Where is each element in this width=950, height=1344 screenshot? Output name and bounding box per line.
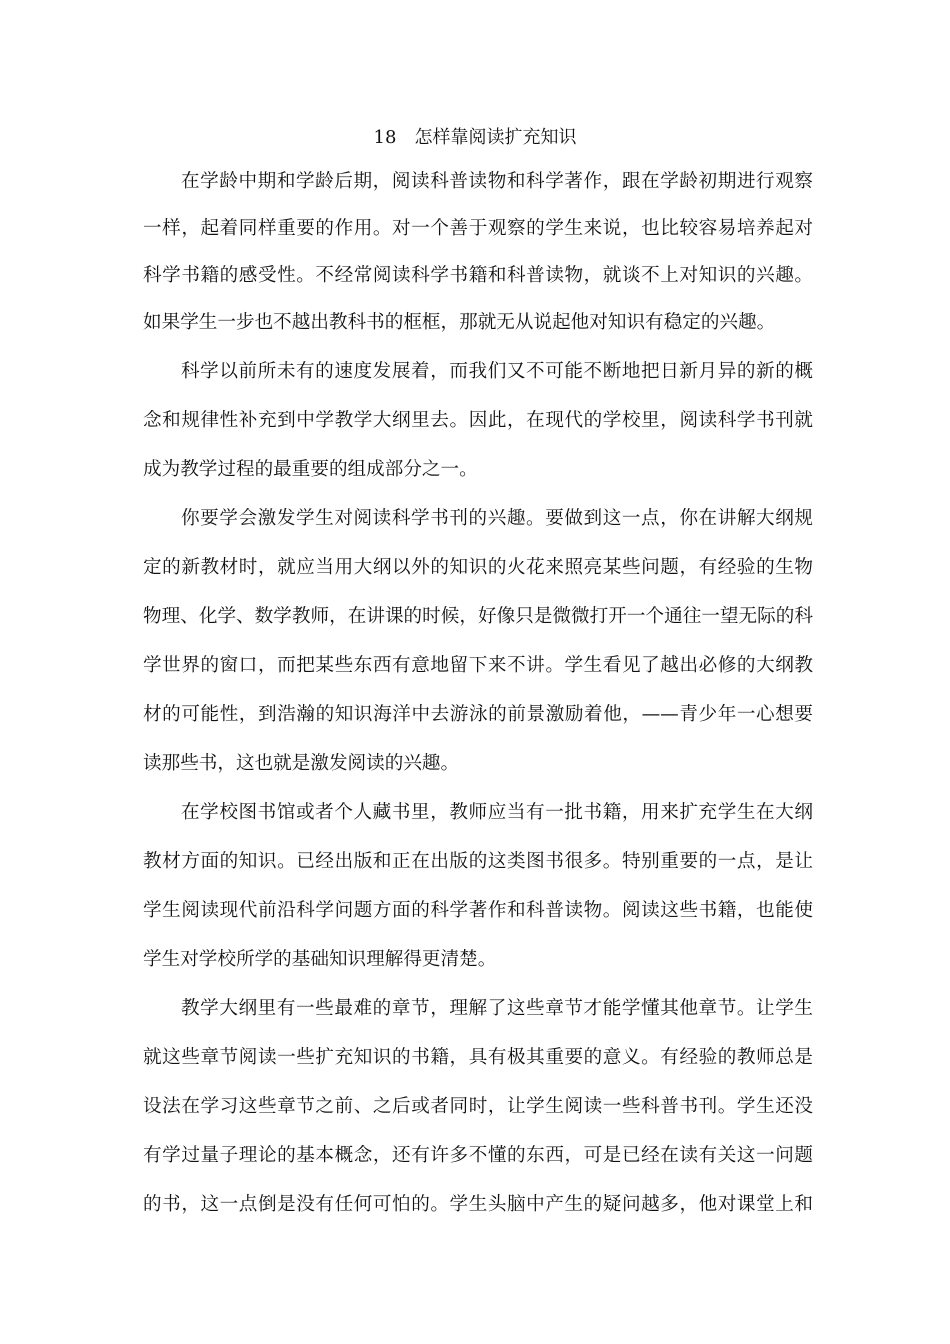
text-line: 念和规律性补充到中学教学大纲里去。因此，在现代的学校里，阅读科学书刊就 [143, 410, 813, 431]
text-line: 科学书籍的感受性。不经常阅读科学书籍和科普读物，就谈不上对知识的兴趣。 [143, 265, 813, 286]
text-line: 教材方面的知识。已经出版和正在出版的这类图书很多。特别重要的一点，是让 [143, 851, 813, 872]
text-line: 学生对学校所学的基础知识理解得更清楚。 [143, 949, 497, 970]
text-line: 在学校图书馆或者个人藏书里，教师应当有一批书籍，用来扩充学生在大纲 [181, 802, 813, 823]
text-line: 有学过量子理论的基本概念，还有许多不懂的东西，可是已经在读有关这一问题 [143, 1145, 813, 1166]
text-line: 你要学会激发学生对阅读科学书刊的兴趣。要做到这一点，你在讲解大纲规 [181, 508, 813, 529]
text-line: 定的新教材时，就应当用大纲以外的知识的火花来照亮某些问题，有经验的生物 [143, 557, 813, 578]
text-line: 的书，这一点倒是没有任何可怕的。学生头脑中产生的疑问越多，他对课堂上和 [143, 1194, 813, 1215]
chapter-title: 18 怎样靠阅读扩充知识 [373, 127, 577, 148]
text-line: 科学以前所未有的速度发展着，而我们又不可能不断地把日新月异的新的概 [181, 361, 813, 382]
text-line: 一样，起着同样重要的作用。对一个善于观察的学生来说，也比较容易培养起对 [143, 218, 813, 239]
text-line: 学生阅读现代前沿科学问题方面的科学著作和科普读物。阅读这些书籍，也能使 [143, 900, 813, 921]
text-line: 材的可能性，到浩瀚的知识海洋中去游泳的前景激励着他，——青少年一心想要 [143, 704, 813, 725]
text-line: 就这些章节阅读一些扩充知识的书籍，具有极其重要的意义。有经验的教师总是 [143, 1047, 813, 1068]
text-line: 在学龄中期和学龄后期，阅读科普读物和科学著作，跟在学龄初期进行观察 [181, 171, 813, 192]
text-line: 成为教学过程的最重要的组成部分之一。 [143, 459, 478, 480]
text-line: 读那些书，这也就是激发阅读的兴趣。 [143, 753, 460, 774]
text-line: 学世界的窗口，而把某些东西有意地留下来不讲。学生看见了越出必修的大纲教 [143, 655, 813, 676]
text-line: 如果学生一步也不越出教科书的框框，那就无从说起他对知识有稳定的兴趣。 [143, 312, 776, 333]
text-line: 教学大纲里有一些最难的章节，理解了这些章节才能学懂其他章节。让学生 [181, 998, 813, 1019]
text-line: 物理、化学、数学教师，在讲课的时候，好像只是微微打开一个通往一望无际的科 [143, 606, 813, 627]
text-line: 设法在学习这些章节之前、之后或者同时，让学生阅读一些科普书刊。学生还没 [143, 1096, 813, 1117]
